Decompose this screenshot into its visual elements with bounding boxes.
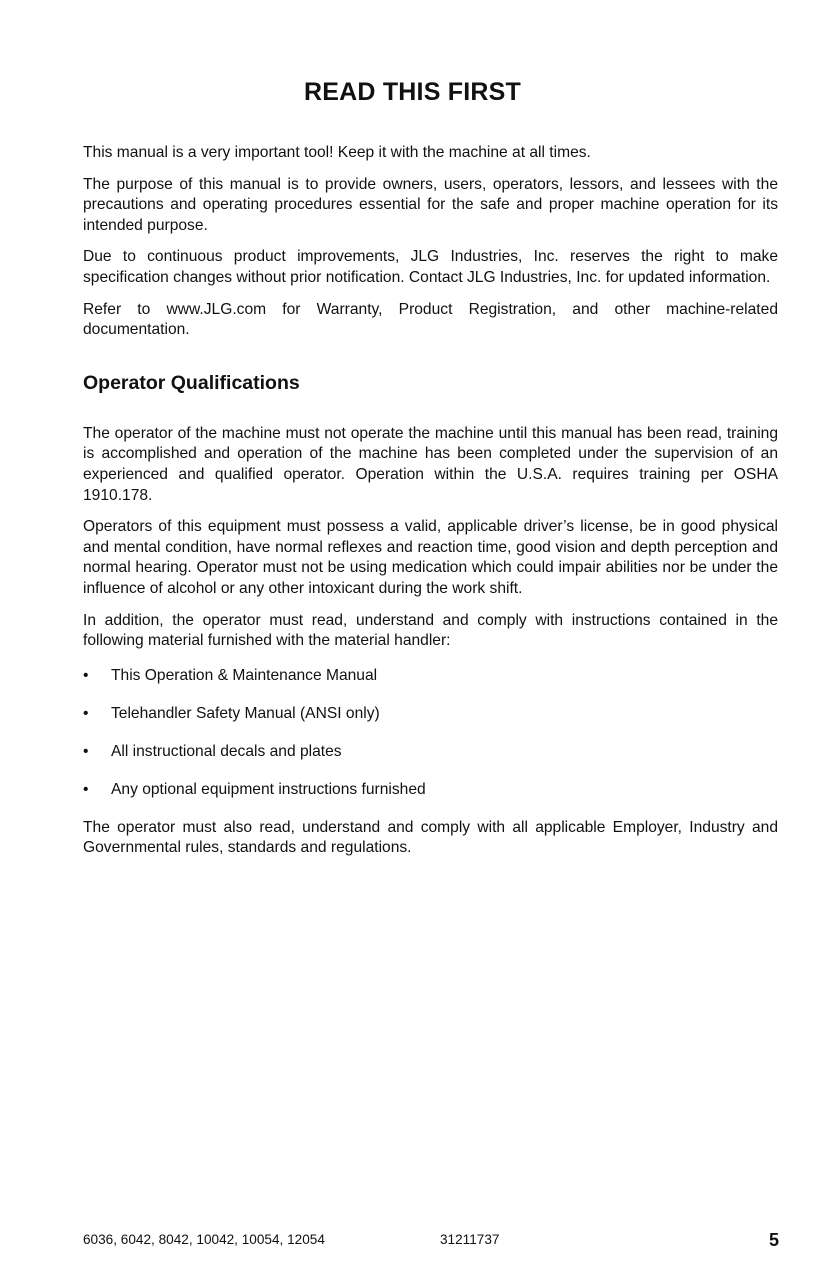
bullet-icon: •	[83, 704, 89, 722]
intro-paragraph: Due to continuous product improvements, JLG Industries, Inc. reserves the right to make specification changes without prior notification. Contact JLG Industries, Inc. for updated information.	[83, 248, 778, 286]
list-item-text: Telehandler Safety Manual (ANSI only)	[111, 704, 380, 722]
list-item-text: All instructional decals and plates	[111, 742, 342, 760]
page-title: READ THIS FIRST	[304, 78, 521, 106]
section-paragraph: Operators of this equipment must possess a valid, applicable driver’s license, be in good physical and mental condition, have normal reflexes and reaction time, good vision and depth perception and normal hearing. Operator must not be using medication which could impair abilities nor be under the influence of alcohol or any other intoxicant during the work shift.	[83, 518, 778, 597]
section-paragraph: In addition, the operator must read, understand and comply with instructions contained in the following material furnished with the material handler:	[83, 611, 778, 650]
footer-models: 6036, 6042, 8042, 10042, 10054, 12054	[83, 1232, 325, 1247]
list-item	[83, 780, 778, 801]
bullet-icon: •	[83, 666, 89, 684]
list-item	[83, 742, 778, 763]
bullet-icon: •	[83, 780, 89, 798]
list-item	[83, 704, 778, 725]
intro-paragraph: The purpose of this manual is to provide owners, users, operators, lessors, and lessees with the precautions and operating procedures essential for the safe and proper machine operation for its intended purpose.	[83, 175, 778, 234]
intro-paragraph: Refer to www.JLG.com for Warranty, Product Registration, and other machine-related documentation.	[83, 300, 778, 339]
page-number: 5	[768, 1230, 779, 1250]
closing-paragraph: The operator must also read, understand and comply with all applicable Employer, Industry and Governmental rules, standards and regulations.	[83, 818, 778, 857]
intro-paragraph: This manual is a very important tool! Keep it with the machine at all times.	[83, 144, 591, 161]
bullet-icon: •	[83, 742, 89, 760]
footer-doc-number: 31211737	[440, 1232, 500, 1247]
section-paragraph: The operator of the machine must not operate the machine until this manual has been read, training is accomplished and operation of the machine has been completed under the supervision of an experienced and qualified operator. Operation within the U.S.A. requires training per OSHA 1910.178.	[83, 424, 778, 504]
list-item-text: Any optional equipment instructions furnished	[111, 780, 426, 798]
section-heading: Operator Qualifications	[83, 371, 300, 394]
required-materials-list	[83, 666, 778, 801]
list-item	[83, 666, 778, 687]
main-content	[83, 143, 778, 870]
list-item-text: This Operation & Maintenance Manual	[111, 666, 378, 684]
